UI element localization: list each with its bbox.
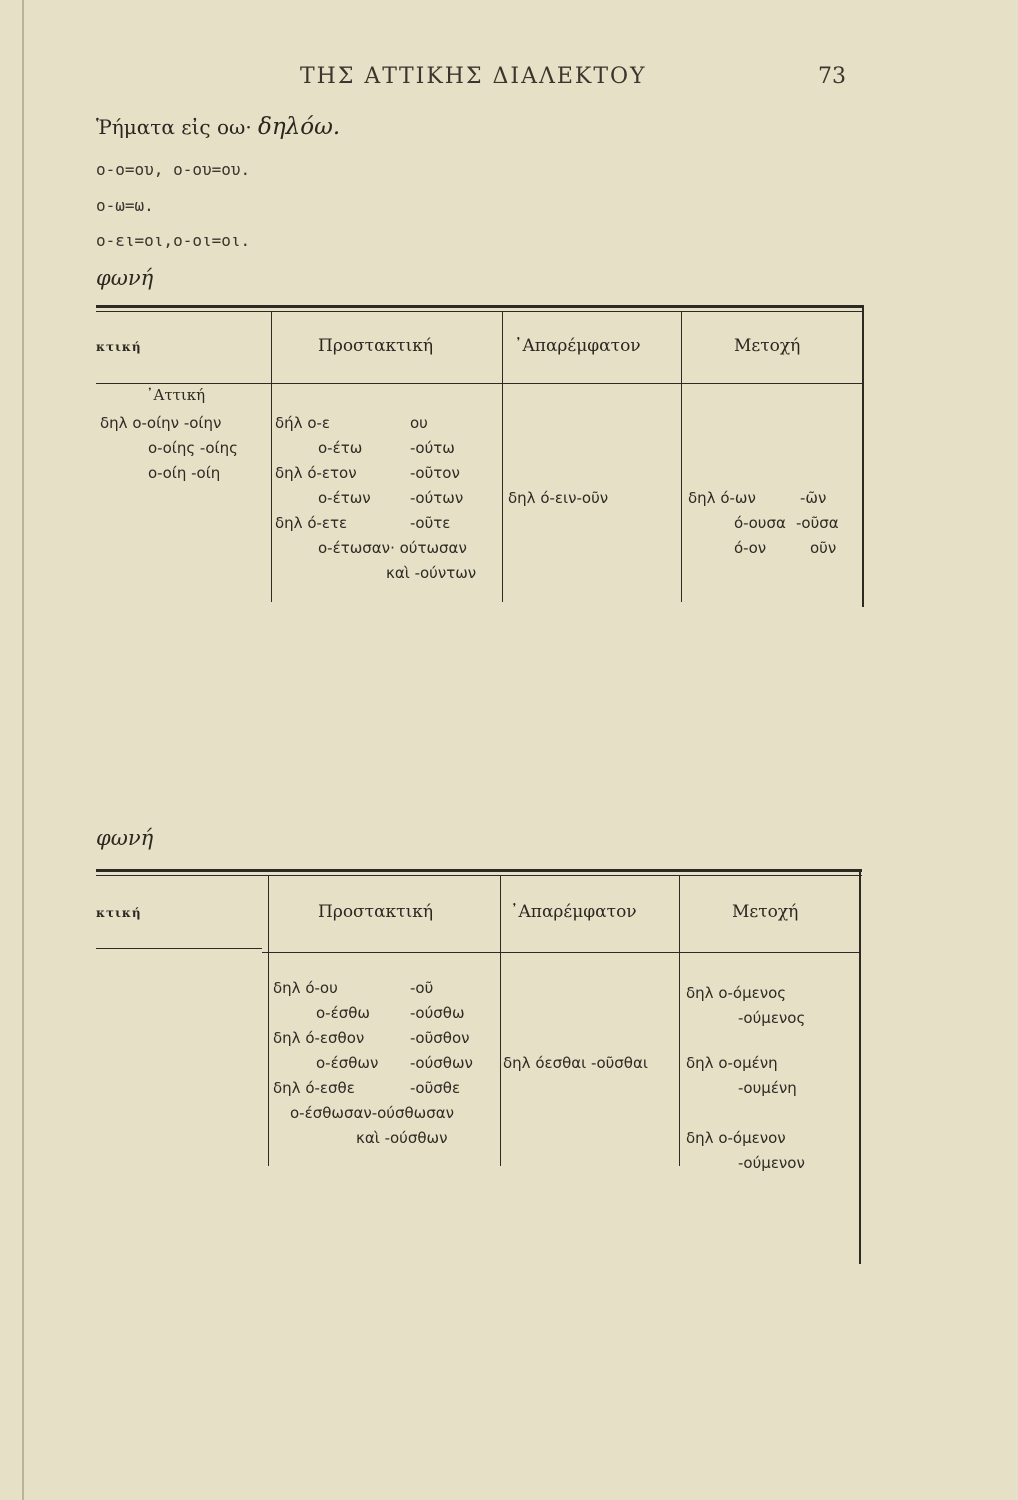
middle-table-top-rule-2 (96, 875, 862, 876)
middle-header-col4: Μετοχή (732, 902, 799, 922)
running-header: ΤΗΣ ΑΤΤΙΚΗΣ ΔΙΑΛΕΚΤΟΥ (300, 64, 647, 89)
active-voice-label: φωνή (96, 266, 154, 290)
middle-participle-row: δηλ ο-ομένη (686, 1054, 778, 1072)
middle-imperative-contracted: -οῦσθον (410, 1029, 470, 1047)
active-optative-row-3: ο-οίη -οίη (148, 464, 221, 482)
middle-imperative-form: ο-έσθωσαν-ούσθωσαν (290, 1104, 455, 1122)
active-participle-form: δηλ ό-ων (688, 489, 756, 507)
section-heading (96, 114, 340, 140)
middle-header-col2: Προστακτική (318, 902, 434, 922)
active-header-col3: ᾿Απαρέμφατον (514, 336, 641, 356)
middle-participle-row: -ούμενος (738, 1009, 806, 1027)
contraction-rule-2: ο-ω=ω. (96, 196, 154, 215)
middle-participle-row: δηλ ο-όμενος (686, 984, 787, 1002)
middle-col-divider-3 (679, 876, 680, 1166)
middle-header-rule (262, 952, 859, 953)
contraction-rule-1: ο-ο=ου, ο-ου=ου. (96, 160, 251, 179)
heading-verb: δηλόω. (258, 114, 341, 140)
active-col-divider-1 (271, 312, 272, 602)
active-imperative-form: ο-έτων (318, 489, 371, 507)
active-imperative-form: καὶ -ούντων (386, 564, 477, 582)
middle-table-top-rule (96, 869, 862, 872)
active-header-col1: κτική (96, 340, 142, 354)
contraction-rule-3: ο-ει=οι,ο-οι=οι. (96, 231, 251, 250)
middle-imperative-form: ο-έσθων (316, 1054, 379, 1072)
active-imperative-form: δήλ ο-ε (275, 414, 331, 432)
middle-right-border (859, 869, 861, 1264)
active-imperative-form: δηλ ό-ετε (275, 514, 348, 532)
attic-label: ᾿Αττική (146, 386, 206, 404)
middle-imperative-form: ο-έσθω (316, 1004, 370, 1022)
active-imperative-form: δηλ ό-ετον (275, 464, 357, 482)
active-col-divider-3 (681, 312, 682, 602)
middle-voice-label: φωνή (96, 826, 154, 850)
middle-participle-row: -ουμένη (738, 1079, 797, 1097)
active-optative-row-2: ο-οίης -οίης (148, 439, 238, 457)
page-number: 73 (818, 64, 846, 89)
middle-col-divider-2 (500, 876, 501, 1166)
active-header-col4: Μετοχή (734, 336, 801, 356)
middle-imperative-contracted: -ούσθω (410, 1004, 465, 1022)
page-edge (22, 0, 24, 1500)
active-header-rule (96, 383, 862, 384)
active-participle-contracted: -ῶν (800, 489, 827, 507)
active-infinitive: δηλ ό-ειν-οῦν (508, 489, 609, 507)
active-participle-contracted: οῦν (810, 539, 837, 557)
active-participle-form: ό-ον (734, 539, 767, 557)
active-imperative-form: ο-έτωσαν· ούτωσαν (318, 539, 467, 557)
middle-header-col3: ᾿Απαρέμφατον (510, 902, 637, 922)
heading-prefix: Ῥήματα εἰς οω· (96, 115, 252, 139)
middle-imperative-contracted: -οῦσθε (410, 1079, 461, 1097)
active-table-top-rule-2 (96, 311, 862, 312)
middle-header-col1: κτική (96, 906, 142, 920)
active-participle-form: ό-ουσα (734, 514, 786, 532)
middle-imperative-form: δηλ ό-εσθε (273, 1079, 355, 1097)
active-header-col2: Προστακτική (318, 336, 434, 356)
middle-participle-row: -ούμενον (738, 1154, 805, 1172)
middle-infinitive: δηλ όεσθαι -οῦσθαι (503, 1054, 648, 1072)
middle-header-rule-left (96, 948, 262, 949)
active-imperative-contracted: -οῦτον (410, 464, 460, 482)
active-imperative-form: ο-έτω (318, 439, 363, 457)
active-imperative-contracted: -οῦτε (410, 514, 451, 532)
middle-imperative-form: δηλ ό-ου (273, 979, 338, 997)
active-table-top-rule (96, 305, 862, 308)
active-optative-row-1: δηλ ο-οίην -οίην (100, 414, 222, 432)
middle-imperative-contracted: -οῦ (410, 979, 434, 997)
middle-imperative-form: δηλ ό-εσθον (273, 1029, 365, 1047)
middle-col-divider-1 (268, 876, 269, 1166)
active-imperative-contracted: ου (410, 414, 428, 432)
middle-imperative-form: καὶ -ούσθων (356, 1129, 448, 1147)
active-imperative-contracted: -ούτω (410, 439, 455, 457)
middle-imperative-contracted: -ούσθων (410, 1054, 473, 1072)
active-col-divider-2 (502, 312, 503, 602)
active-imperative-contracted: -ούτων (410, 489, 464, 507)
active-right-border (862, 305, 864, 607)
middle-participle-row: δηλ ο-όμενον (686, 1129, 786, 1147)
active-participle-contracted: -οῦσα (796, 514, 839, 532)
